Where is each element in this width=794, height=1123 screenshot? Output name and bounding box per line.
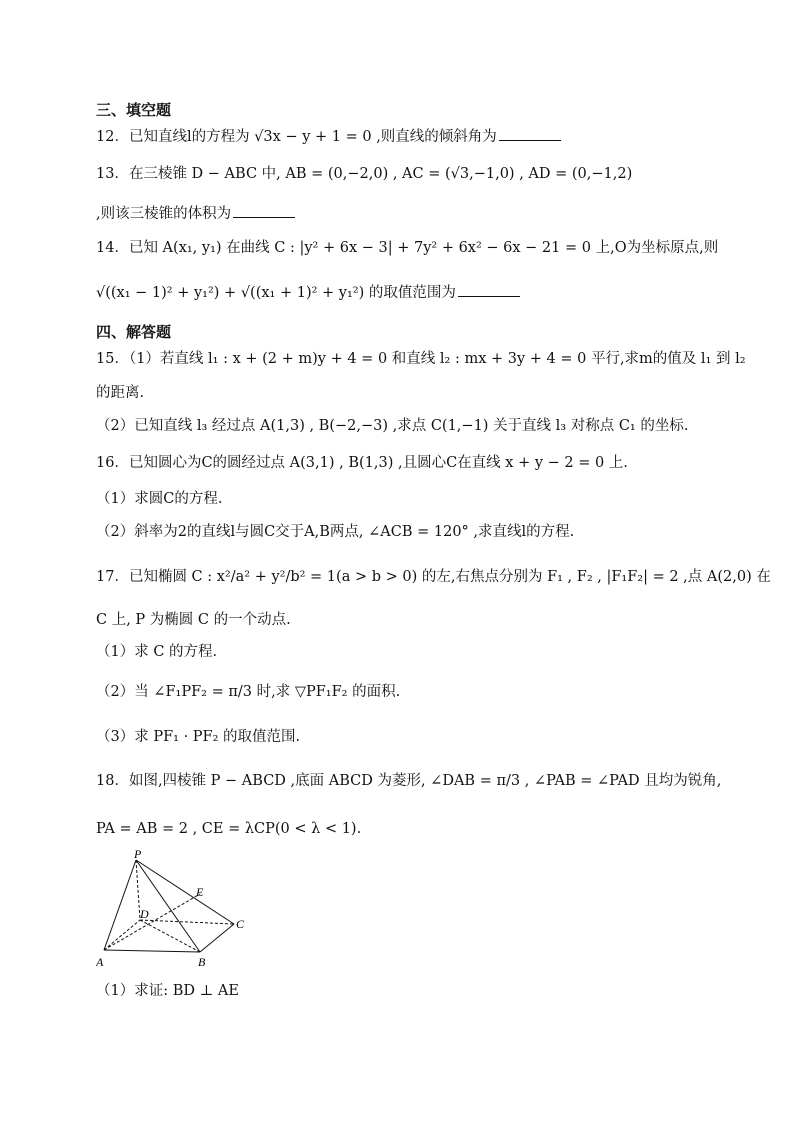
label-e: E <box>196 885 204 899</box>
label-a: A <box>96 955 104 969</box>
question-14-line2 <box>96 282 520 303</box>
label-b: B <box>198 955 206 969</box>
answer-blank <box>233 203 295 218</box>
edge-dc <box>140 920 234 924</box>
answer-blank <box>458 282 520 297</box>
question-12-text: 12．已知直线l的方程为 √3x − y + 1 = 0 ,则直线的倾斜角为 <box>96 129 497 145</box>
question-18-line2: PA = AB = 2 , CE = λCP(0 < λ < 1). <box>96 821 362 837</box>
question-13-line1: 13．在三棱锥 D − ABC 中, AB = (0,−2,0) , AC = (√3,−1,0) , AD = (0,−1,2) <box>96 166 633 182</box>
label-p: P <box>134 848 142 861</box>
question-17-line5: （3）求 PF₁ · PF₂ 的取值范围. <box>96 729 301 745</box>
question-14-line2-text: √((x₁ − 1)² + y₁²) + √((x₁ + 1)² + y₁²) 的取值范围为 <box>96 285 456 301</box>
label-c: C <box>236 917 245 931</box>
question-18-line3: （1）求证: BD ⊥ AE <box>96 983 239 999</box>
section-title-answer: 四、解答题 <box>96 323 172 341</box>
question-16-line1: 16．已知圆心为C的圆经过点 A(3,1) , B(1,3) ,且圆心C在直线 x + y − 2 = 0 上. <box>96 455 628 471</box>
label-d: D <box>140 907 149 921</box>
question-14-line1: 14．已知 A(x₁, y₁) 在曲线 C : |y² + 6x − 3| + 7y² + 6x² − 6x − 21 = 0 上,O为坐标原点,则 <box>96 240 719 256</box>
question-16-line3: （2）斜率为2的直线l与圆C交于A,B两点, ∠ACB = 120° ,求直线l的方程. <box>96 524 575 540</box>
question-16-line2: （1）求圆C的方程. <box>96 491 223 507</box>
question-12 <box>96 126 561 147</box>
edge-bc <box>200 924 234 952</box>
edge-pc <box>136 860 234 924</box>
question-13-line2-text: ,则该三棱锥的体积为 <box>96 206 232 222</box>
question-17-line4: （2）当 ∠F₁PF₂ = π/3 时,求 ▽PF₁F₂ 的面积. <box>96 684 401 700</box>
question-17-line3: （1）求 C 的方程. <box>96 644 218 660</box>
answer-blank <box>499 126 561 141</box>
question-18-line1: 18．如图,四棱锥 P − ABCD ,底面 ABCD 为菱形, ∠DAB = π/3 , ∠PAB = ∠PAD 且均为锐角, <box>96 773 722 789</box>
question-15-line2: 的距离. <box>96 385 145 401</box>
section-title-fill: 三、填空题 <box>96 101 172 119</box>
question-15-line1: 15．（1）若直线 l₁ : x + (2 + m)y + 4 = 0 和直线 l₂ : mx + 3y + 4 = 0 平行,求m的值及 l₁ 到 l₂ <box>96 351 746 367</box>
edge-db <box>140 920 200 952</box>
question-13-line2 <box>96 203 295 224</box>
question-15-line3: （2）已知直线 l₃ 经过点 A(1,3) , B(−2,−3) ,求点 C(1,−1) 关于直线 l₃ 对称点 C₁ 的坐标. <box>96 418 689 434</box>
question-17-line2: C 上, P 为椭圆 C 的一个动点. <box>96 612 291 628</box>
edge-pb <box>136 860 200 952</box>
edge-ab <box>104 950 200 952</box>
pyramid-figure <box>96 848 256 972</box>
question-17-line1: 17．已知椭圆 C : x²/a² + y²/b² = 1(a > b > 0) 的左,右焦点分别为 F₁ , F₂ , |F₁F₂| = 2 ,点 A(2,0) 在 <box>96 569 771 585</box>
